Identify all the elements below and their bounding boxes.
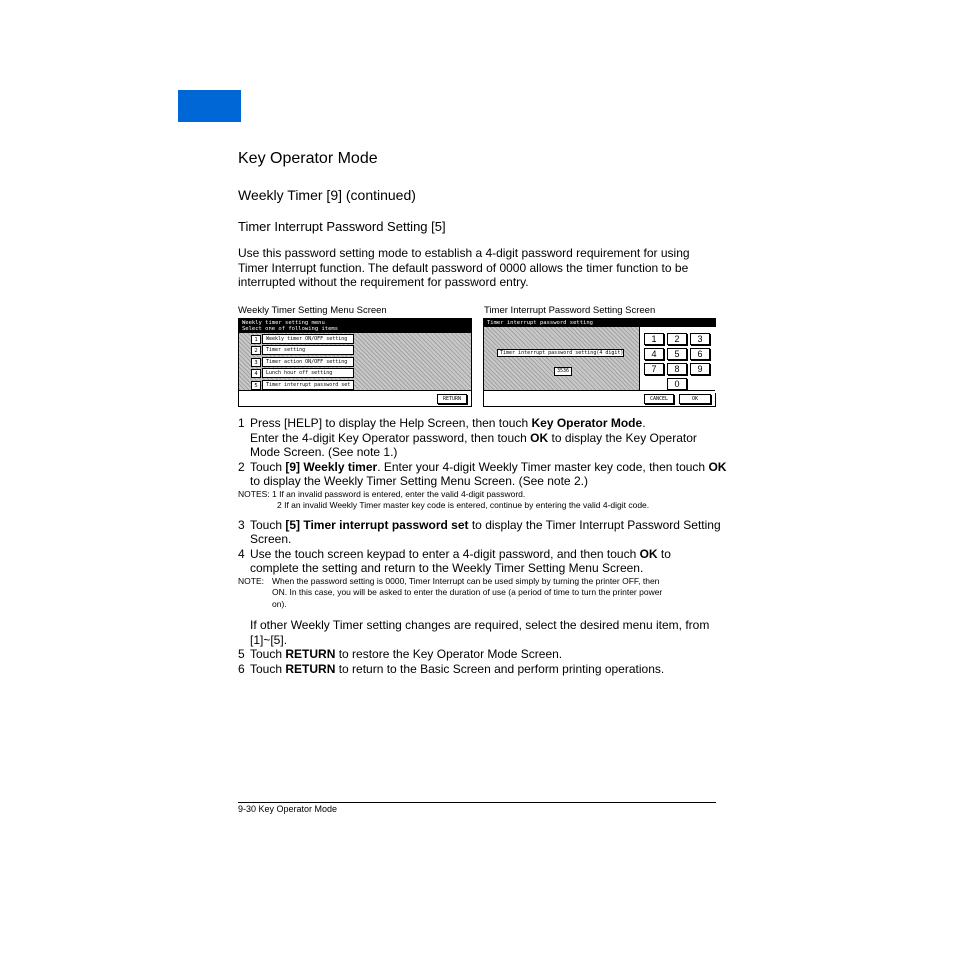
key-8[interactable]: 8 [667, 363, 687, 375]
page-title: Key Operator Mode [238, 150, 378, 167]
step-3: 3 Touch [5] Timer interrupt password set to display the Timer Interrupt Password Setting Screen. [238, 517, 721, 546]
cancel-button[interactable]: CANCEL [644, 394, 674, 404]
password-screen-footer [484, 390, 715, 406]
key-9[interactable]: 9 [690, 363, 710, 375]
key-4[interactable]: 4 [644, 348, 664, 360]
step-2: 2 Touch [9] Weekly timer. Enter your 4-digit Weekly Timer master key code, then touch OK to display the Weekly Timer Setting Menu Screen. (See note 2.) [238, 459, 727, 488]
instructions [238, 416, 727, 676]
numeric-keypad [639, 327, 717, 393]
menu-item-timer-action[interactable]: 3 Timer action ON/OFF setting [251, 357, 354, 367]
subsection-title: Timer Interrupt Password Setting [5] [238, 219, 446, 234]
menu-screen-footer [239, 390, 471, 406]
step-1: 1 Press [HELP] to display the Help Screen, then touch Key Operator Mode. Enter the 4-digit Key Operator password, then touch OK to display the Key Operator Mode Screen. (See note 1.) [238, 416, 697, 459]
page-footer: 9-30 Key Operator Mode [238, 804, 338, 814]
key-1[interactable]: 1 [644, 333, 664, 345]
password-field-label: Timer interrupt password setting(4 digit) [497, 349, 624, 357]
step-5: 5 Touch RETURN to restore the Key Operator Mode Screen. [238, 647, 563, 661]
step-4: 4 Use the touch screen keypad to enter a 4-digit password, and then touch OK to complete the setting and return to the Weekly Timer Setting Menu Screen. [238, 546, 671, 575]
notes-block: NOTES: 1 If an invalid password is entered, enter the valid 4-digit password. 2 If an invalid Weekly Timer master key code is entered, continue by entering the valid 4-digit code. [238, 488, 650, 510]
key-0[interactable]: 0 [667, 378, 687, 390]
ok-button[interactable]: OK [679, 394, 711, 404]
menu-item-timer-setting[interactable]: 2 Timer setting [251, 345, 354, 355]
intro-paragraph: Use this password setting mode to establish a 4-digit password requirement for using Timer Interrupt function. The default password of 0000 allows the timer function to be interrupted without the requirement for password entry. [238, 246, 690, 289]
caption-password-screen: Timer Interrupt Password Setting Screen [484, 305, 656, 316]
key-6[interactable]: 6 [690, 348, 710, 360]
weekly-timer-menu-screen [238, 318, 472, 407]
caption-menu-screen: Weekly Timer Setting Menu Screen [238, 305, 387, 316]
other-settings-paragraph: If other Weekly Timer setting changes are required, select the desired menu item, from [1]~[5]. [250, 618, 710, 647]
key-2[interactable]: 2 [667, 333, 687, 345]
password-screen-header: Timer interrupt password setting [484, 319, 715, 327]
chapter-tab [178, 90, 241, 122]
menu-item-timer-interrupt-password[interactable]: 5 Timer interrupt password set [251, 380, 354, 390]
menu-item-weekly-timer-onoff[interactable]: 1 Weekly timer ON/OFF setting [251, 334, 354, 344]
key-3[interactable]: 3 [690, 333, 710, 345]
key-5[interactable]: 5 [667, 348, 687, 360]
note-block: NOTE: When the password setting is 0000, Timer Interrupt can be used simply by turning the printer OFF, then ON. In this case, you will be asked to enter the duration of use (a period of time to turn the printer power on). [238, 575, 663, 609]
return-button[interactable]: RETURN [437, 394, 467, 404]
menu-screen-header: Weekly timer setting menu Select one of following items [239, 319, 471, 333]
footer-rule [238, 802, 716, 803]
menu-item-lunch-hour[interactable]: 4 Lunch hour off setting [251, 368, 354, 378]
password-value: 3536 [554, 367, 572, 376]
timer-interrupt-password-screen [483, 318, 716, 407]
step-6: 6 Touch RETURN to return to the Basic Screen and perform printing operations. [238, 661, 665, 676]
key-7[interactable]: 7 [644, 363, 664, 375]
section-subtitle: Weekly Timer [9] (continued) [238, 187, 416, 203]
